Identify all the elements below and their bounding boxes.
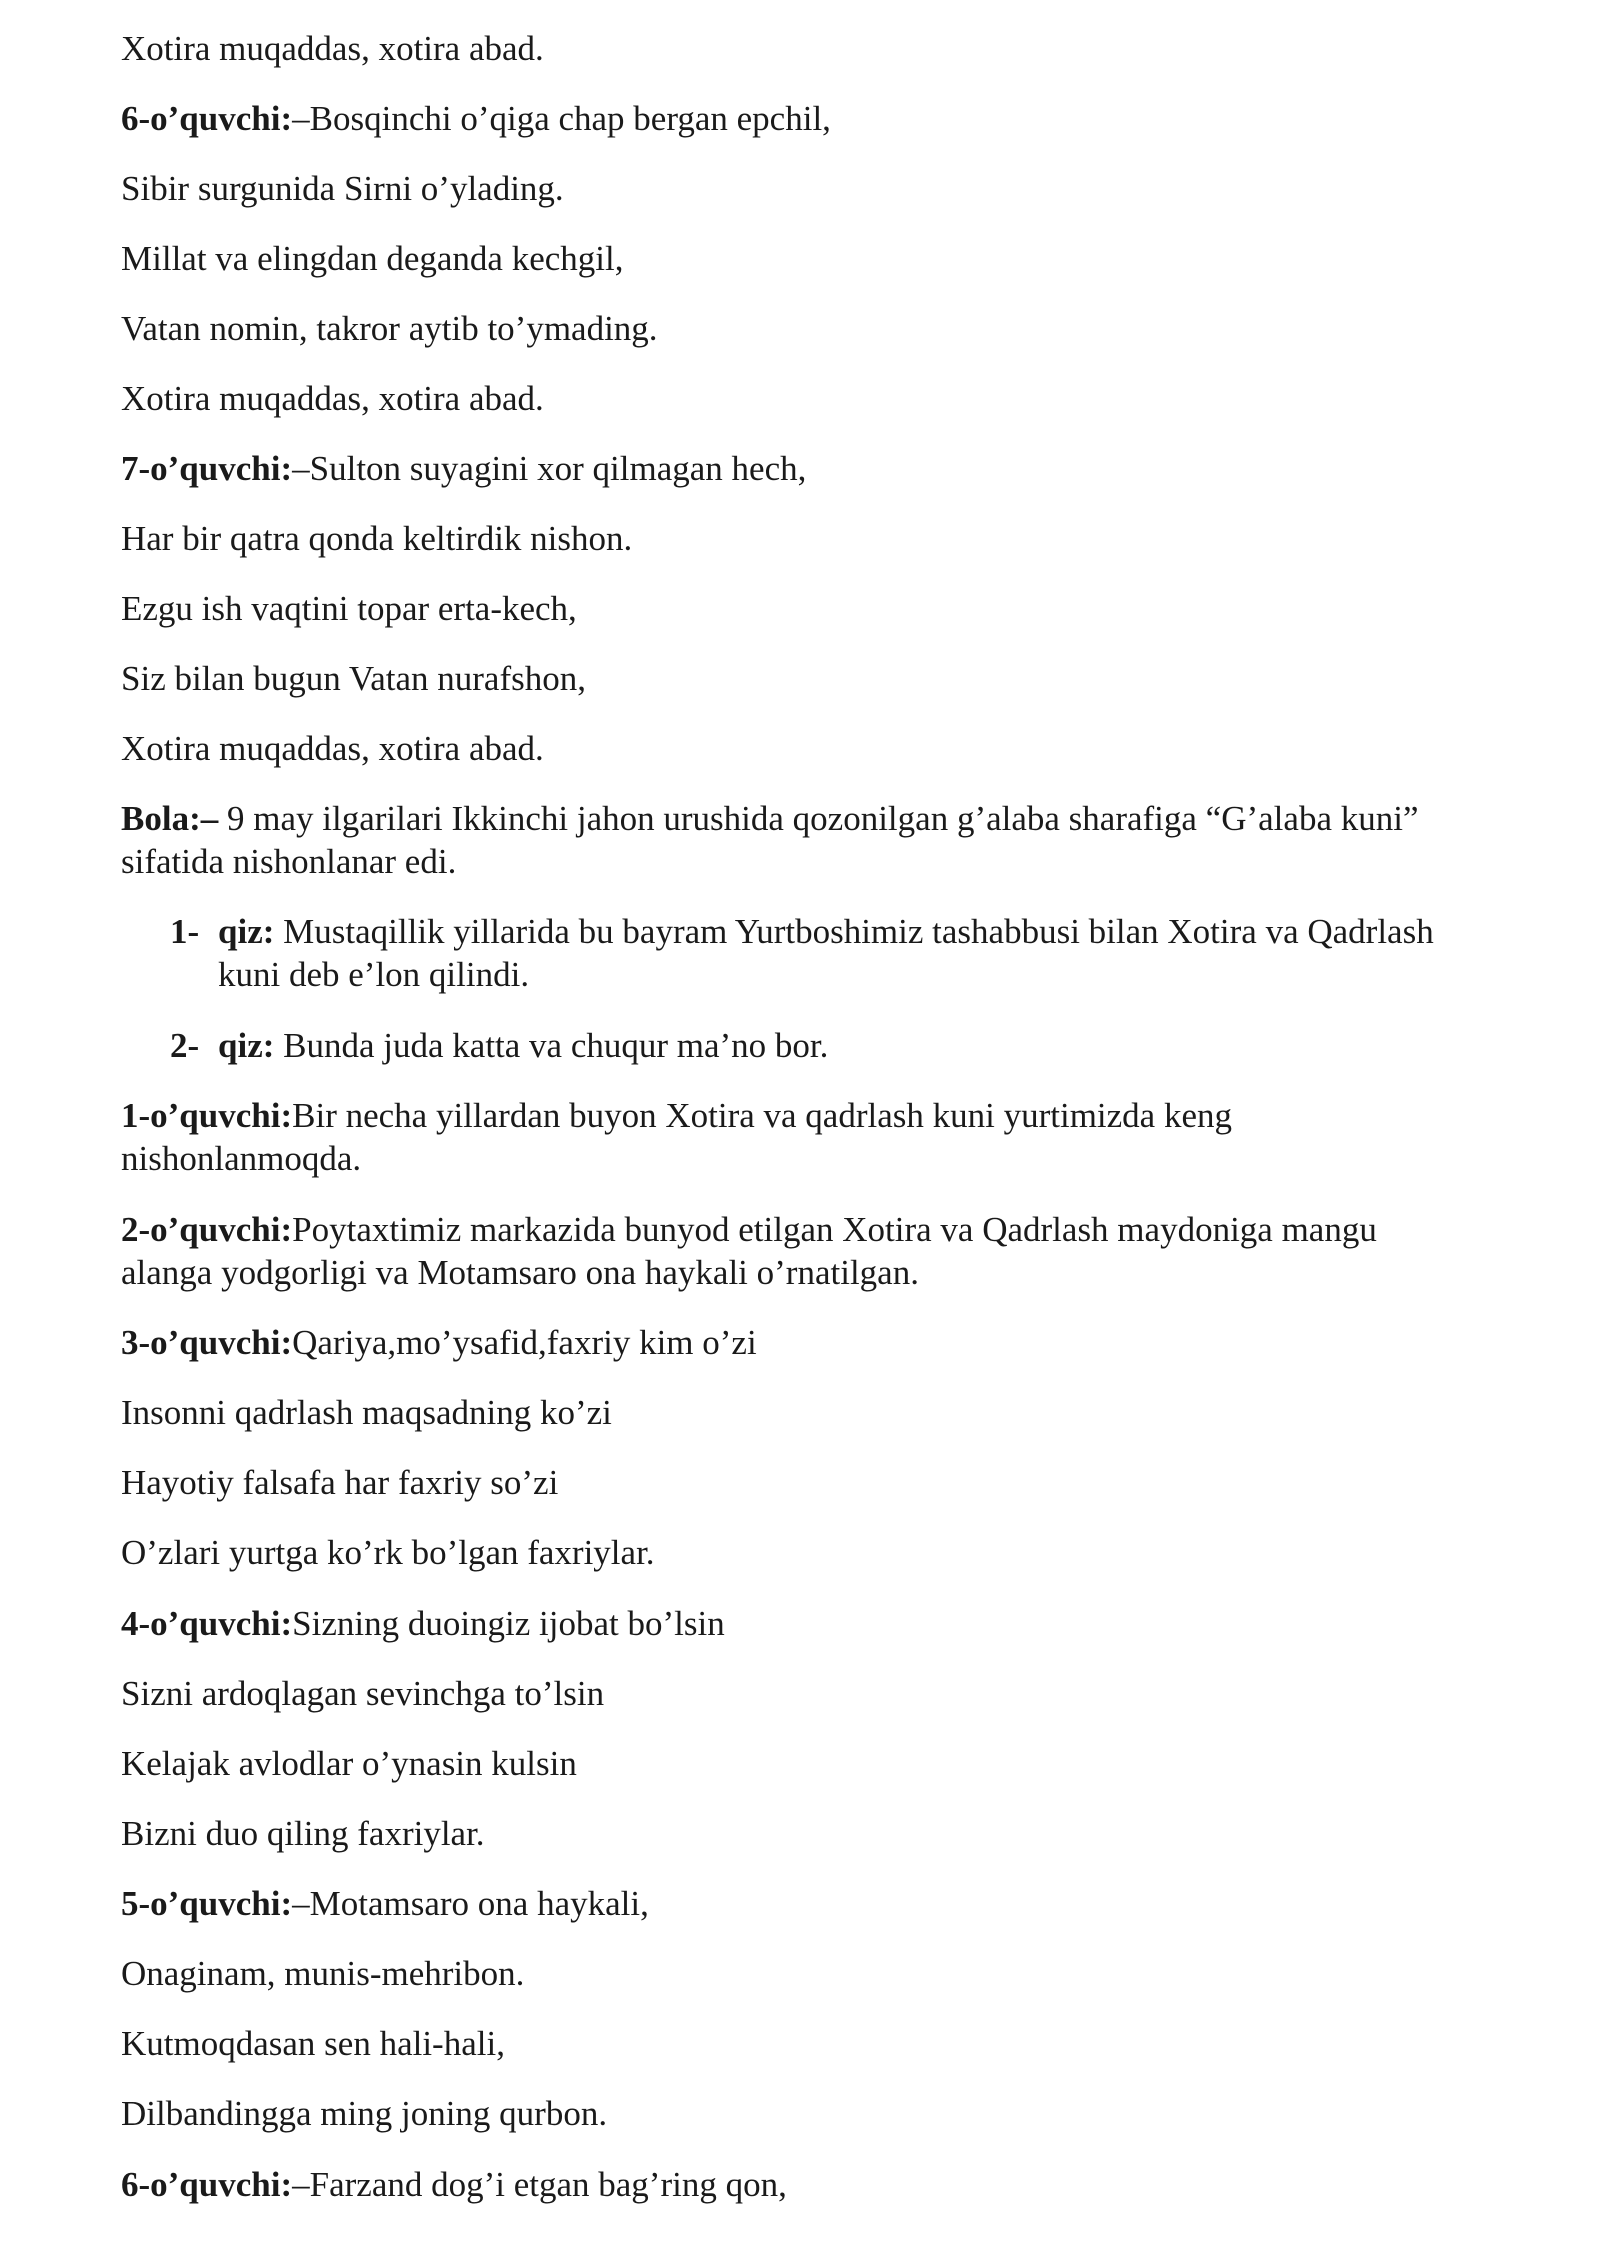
speaker-label: Bola:–	[121, 799, 219, 838]
speaker-label: 3-o’quvchi:	[121, 1323, 293, 1362]
list-item: 2- qiz: Bunda juda katta va chuqur ma’no bor.	[170, 1026, 829, 1065]
text-line: Siz bilan bugun Vatan nurafshon,	[121, 659, 586, 698]
text-line: Xotira muqaddas, xotira abad.	[121, 29, 544, 68]
speaker-paragraph: 2-o’quvchi:Poytaxtimiz markazida bunyod etilgan Xotira va Qadrlash maydoniga mangu	[121, 1210, 1377, 1249]
speaker-line: 4-o’quvchi:Sizning duoingiz ijobat bo’lsin	[121, 1604, 725, 1643]
text-line: Bizni duo qiling faxriylar.	[121, 1814, 485, 1853]
text-line: Sibir surgunida Sirni o’ylading.	[121, 169, 564, 208]
paragraph-continuation: alanga yodgorligi va Motamsaro ona haykali o’rnatilgan.	[121, 1253, 919, 1292]
list-item-continuation: kuni deb e’lon qilindi.	[218, 955, 530, 994]
speaker-line: 6-o’quvchi:–Bosqinchi o’qiga chap bergan epchil,	[121, 99, 831, 138]
speaker-label: 7-o’quvchi:	[121, 449, 293, 488]
text-line: Dilbandingga ming joning qurbon.	[121, 2094, 608, 2133]
text-line: Hayotiy falsafa har faxriy so’zi	[121, 1463, 559, 1502]
list-number: 2-	[170, 1026, 200, 1065]
text-line: Millat va elingdan deganda kechgil,	[121, 239, 624, 278]
text-line: Onaginam, munis-mehribon.	[121, 1954, 525, 1993]
paragraph-continuation: sifatida nishonlanar edi.	[121, 842, 457, 881]
text-line: Ezgu ish vaqtini topar erta-kech,	[121, 589, 577, 628]
list-number: 1-	[170, 912, 200, 951]
speaker-line: 7-o’quvchi:–Sulton suyagini xor qilmagan hech,	[121, 449, 807, 488]
list-label: qiz:	[218, 912, 275, 951]
speaker-label: 6-o’quvchi:	[121, 2165, 293, 2204]
speaker-label: 5-o’quvchi:	[121, 1884, 293, 1923]
paragraph-continuation: nishonlanmoqda.	[121, 1139, 362, 1178]
speaker-line: 6-o’quvchi:–Farzand dog’i etgan bag’ring qon,	[121, 2165, 787, 2204]
text-line: Sizni ardoqlagan sevinchga to’lsin	[121, 1674, 605, 1713]
list-label: qiz:	[218, 1026, 275, 1065]
speaker-line: 3-o’quvchi:Qariya,mo’ysafid,faxriy kim o’zi	[121, 1323, 757, 1362]
speaker-label: 2-o’quvchi:	[121, 1210, 293, 1249]
text-line: Kelajak avlodlar o’ynasin kulsin	[121, 1744, 577, 1783]
text-line: Xotira muqaddas, xotira abad.	[121, 729, 544, 768]
text-line: O’zlari yurtga ko’rk bo’lgan faxriylar.	[121, 1533, 655, 1572]
list-item: 1- qiz: Mustaqillik yillarida bu bayram Yurtboshimiz tashabbusi bilan Xotira va Qadrlash kuni deb e’lon qilindi.	[170, 910, 1550, 996]
speaker-paragraph: Bola:– 9 may ilgarilari Ikkinchi jahon urushida qozonilgan g’alaba sharafiga “G’alaba kuni”	[121, 799, 1419, 838]
text-line: Xotira muqaddas, xotira abad.	[121, 379, 544, 418]
speaker-paragraph: 1-o’quvchi:Bir necha yillardan buyon Xotira va qadrlash kuni yurtimizda keng	[121, 1096, 1232, 1135]
text-line: Vatan nomin, takror aytib to’ymading.	[121, 309, 658, 348]
speaker-line: 5-o’quvchi:–Motamsaro ona haykali,	[121, 1884, 649, 1923]
speaker-label: 1-o’quvchi:	[121, 1096, 293, 1135]
text-line: Har bir qatra qonda keltirdik nishon.	[121, 519, 633, 558]
speaker-label: 4-o’quvchi:	[121, 1604, 293, 1643]
speaker-label: 6-o’quvchi:	[121, 99, 293, 138]
text-line: Insonni qadrlash maqsadning ko’zi	[121, 1393, 612, 1432]
text-line: Kutmoqdasan sen hali-hali,	[121, 2024, 505, 2063]
